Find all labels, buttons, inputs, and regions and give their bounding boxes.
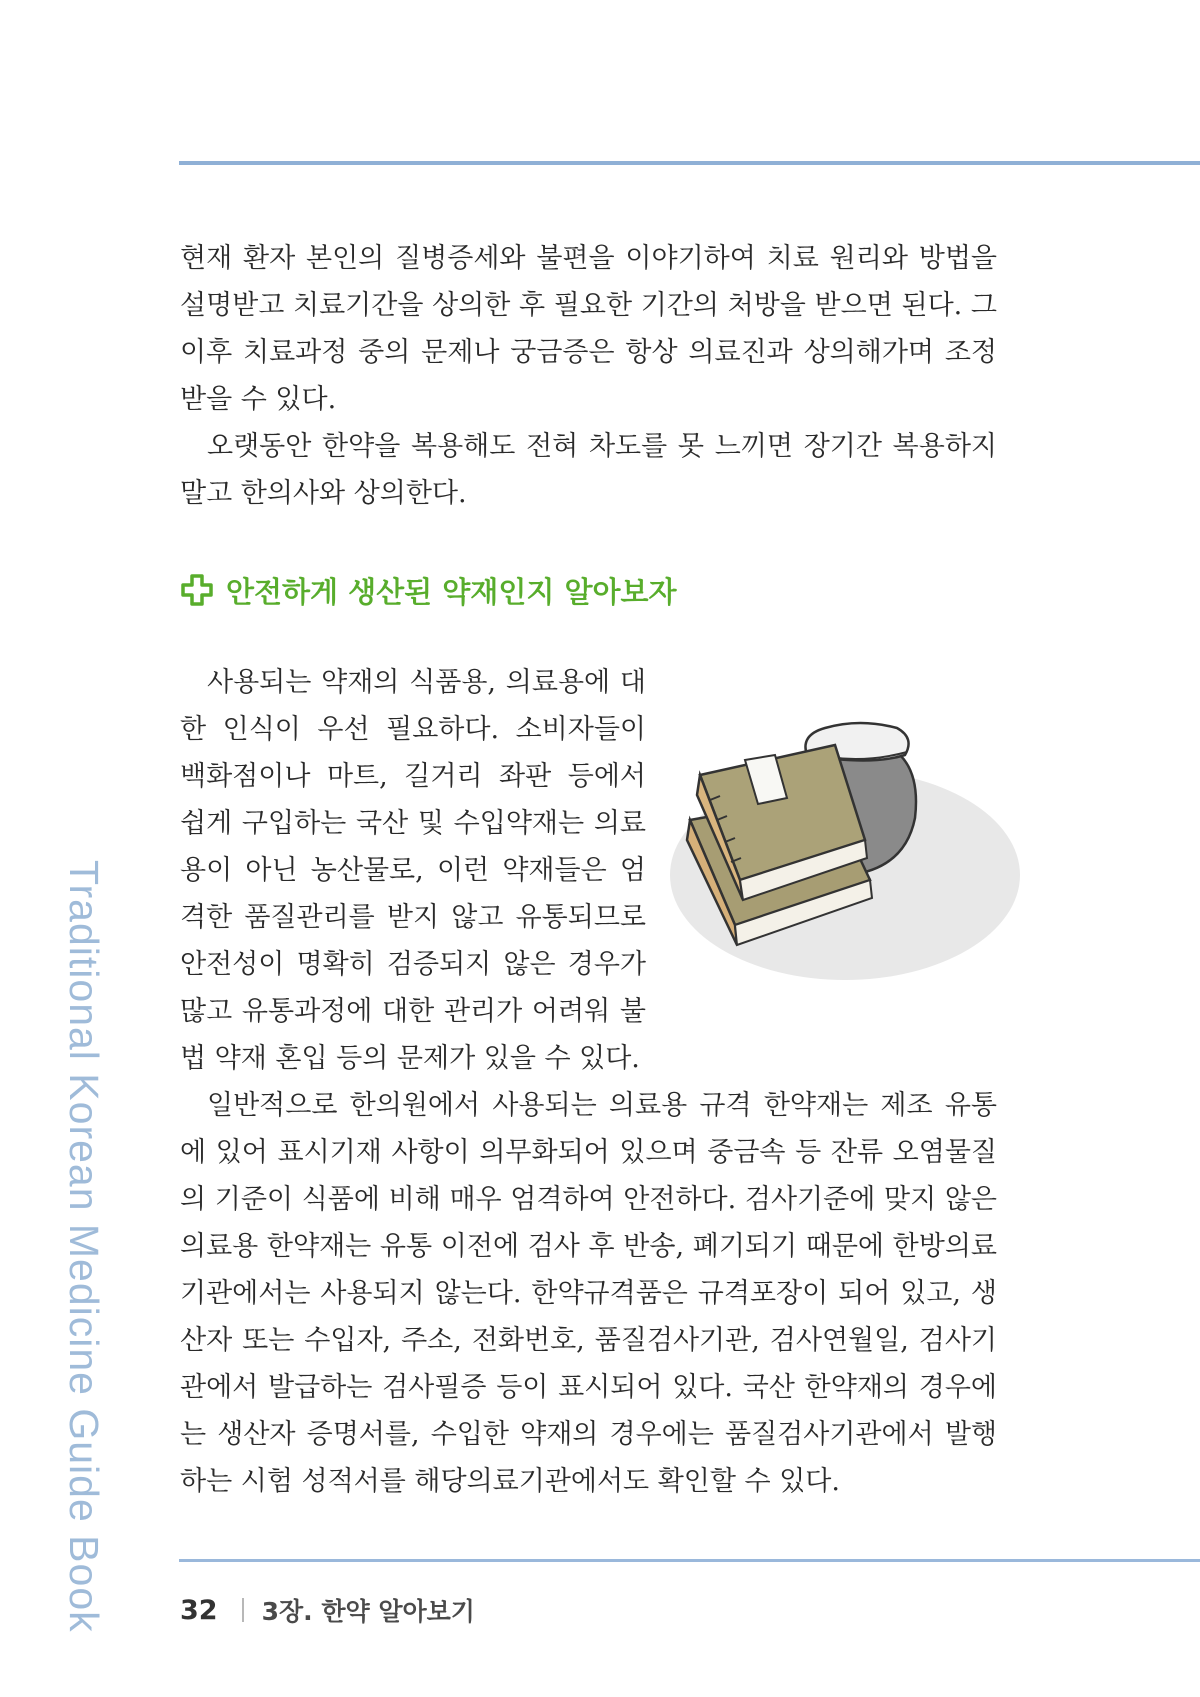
section-heading: [180, 568, 677, 612]
paragraph-medicinal-herbs: 사용되는 약재의 식품용, 의료용에 대한 인식이 우선 필요하다. 소비자들이 백화점이나 마트, 길거리 좌판 등에서 쉽게 구입하는 국산 및 수입약재는 의료용이 아닌 농산물로, 이런 약재들은 엄격한 품질관리를 받지 않고 유통되므로 안전성이 명확히 검증되지 않은 경우가 많고 유통과정에 대한 관리가 어려워 불법 약재 혼입 등의 문제가 있을 수 있다.: [180, 667, 646, 1074]
page-number: 32: [180, 1594, 218, 1626]
bottom-divider: [179, 1559, 1200, 1562]
side-book-title: Traditional Korean Medicine Guide Book: [61, 860, 107, 1633]
section-heading-text: 안전하게 생산된 약재인지 알아보자: [226, 574, 677, 609]
top-divider: [179, 161, 1200, 165]
footer-separator: [242, 1598, 244, 1622]
paragraph-consultation: 현재 환자 본인의 질병증세와 불편을 이야기하여 치료 원리와 방법을 설명받고 치료기간을 상의한 후 필요한 기간의 처방을 받으면 된다. 그 이후 치료과정 중의 문제나 궁금증은 항상 의료진과 상의해가며 조정 받을 수 있다.: [180, 243, 997, 415]
green-cross-icon: [180, 573, 214, 607]
page-footer: [180, 1590, 475, 1630]
paragraph-medical-grade-herbs: 일반적으로 한의원에서 사용되는 의료용 규격 한약재는 제조 유통에 있어 표시기재 사항이 의무화되어 있으며 중금속 등 잔류 오염물질의 기준이 식품에 비해 매우 엄격하여 안전하다. 검사기준에 맞지 않은 의료용 한약재는 유통 이전에 검사 후 반송, 폐기되기 때문에 한방의료기관에서는 사용되지 않는다. 한약규격품은 규격포장이 되어 있고, 생산자 또는 수입자, 주소, 전화번호, 품질검사기관, 검사연월일, 검사기관에서 발급하는 검사필증 등이 표시되어 있다. 국산 한약재의 경우에는 생산자 증명서를, 수입한 약재의 경우에는 품질검사기관에서 발행하는 시험 성적서를 해당의료기관에서도 확인할 수 있다.: [180, 1090, 997, 1497]
paragraph-long-term-use: 오랫동안 한약을 복용해도 전혀 차도를 못 느끼면 장기간 복용하지 말고 한의사와 상의한다.: [180, 431, 997, 509]
herbal-books-and-jar-illustration: [665, 700, 1025, 1010]
chapter-title: 3장. 한약 알아보기: [261, 1597, 475, 1626]
